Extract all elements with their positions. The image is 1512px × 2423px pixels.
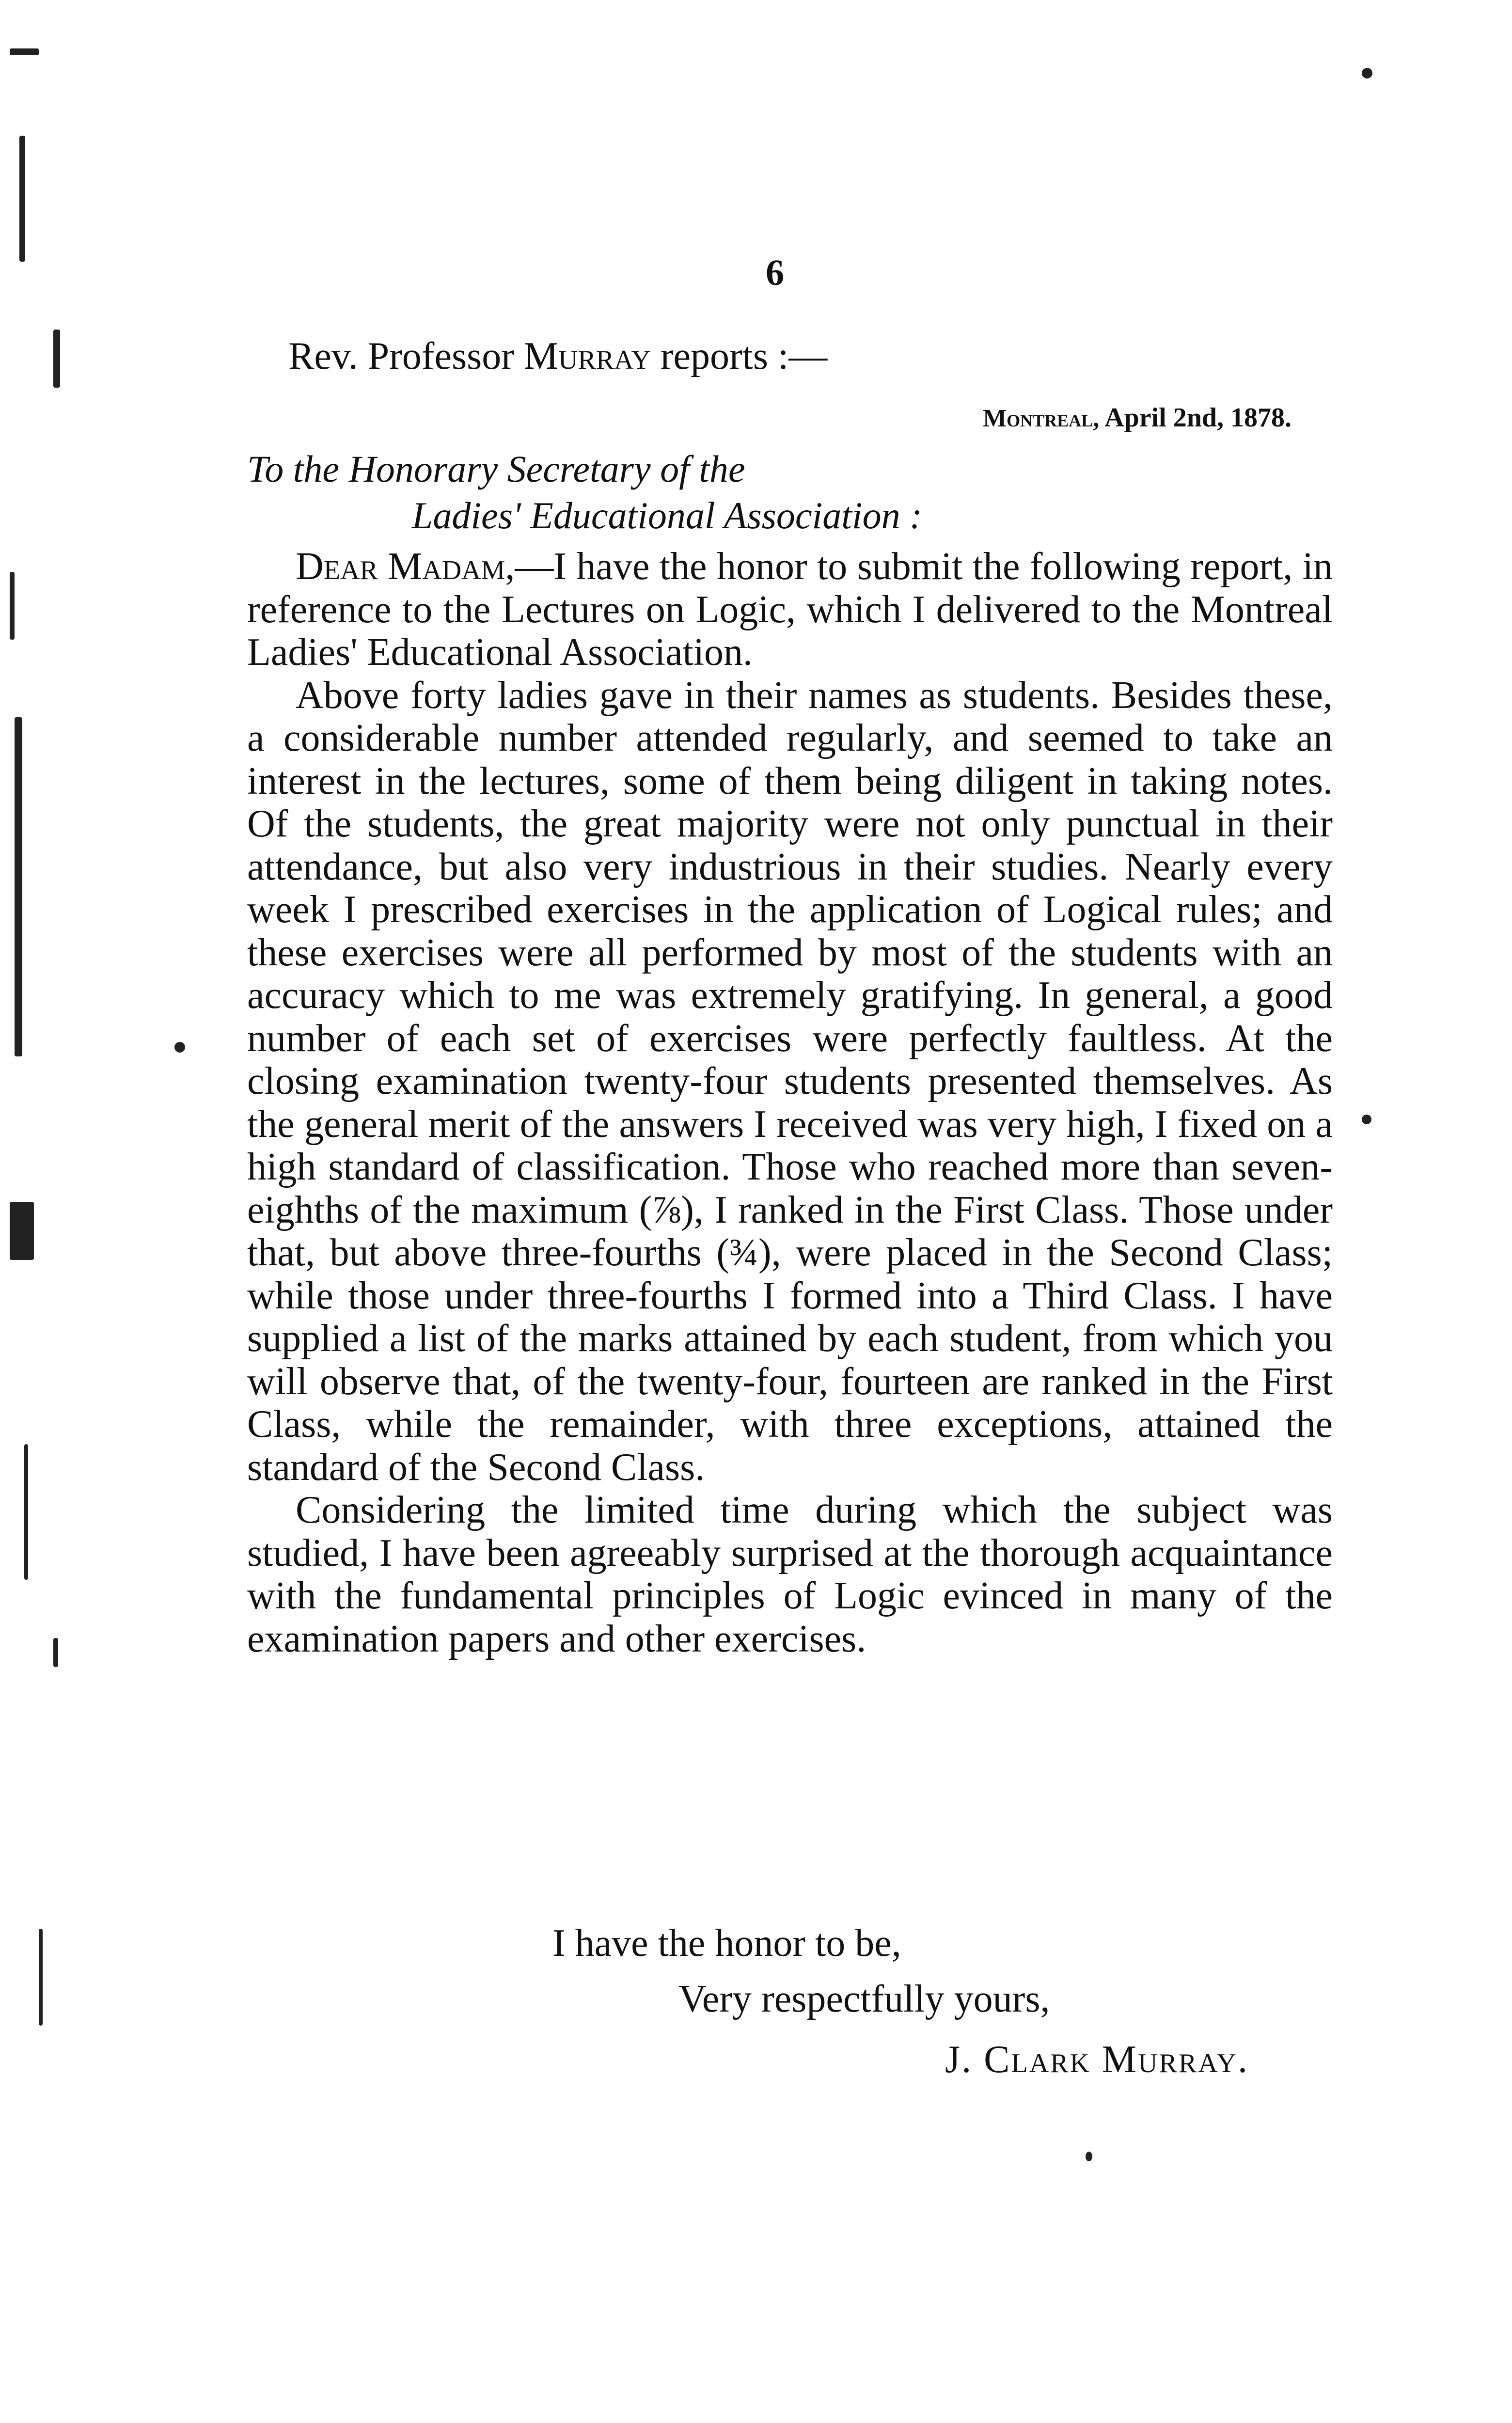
salutation: Dear Madam, [296, 545, 515, 588]
scan-speck [53, 330, 60, 388]
scan-margin-noise [0, 39, 97, 2413]
addressee-block [247, 446, 922, 539]
addressee-line-1: To the Honorary Secretary of the [247, 448, 745, 490]
scan-speck [24, 1444, 28, 1580]
scan-speck [1086, 2152, 1092, 2161]
scan-speck [15, 717, 22, 1056]
scan-speck [19, 136, 25, 262]
dateline-city: Montreal, [983, 405, 1100, 432]
paragraph-1-text: —I have the honor to submit the following report, in reference to the Lectures on Logic, which I delivered to the Montreal Ladies' Educational Association. [247, 545, 1333, 674]
scan-speck [53, 1638, 58, 1667]
scan-speck [10, 572, 15, 640]
page-number: 6 [766, 252, 784, 293]
report-heading [288, 334, 827, 378]
paragraph-3: Considering the limited time during which the subject was studied, I have been agreeably surprised at the thorough acquaintance with the fundamental principles of Logic evinced in many of the examination papers and other exercises. [247, 1489, 1333, 1660]
letter-body [247, 545, 1333, 1660]
scan-speck [1362, 1115, 1371, 1124]
closing-line-1: I have the honor to be, [552, 1922, 901, 1965]
scan-speck [174, 1042, 185, 1053]
addressee-line-2: Ladies' Educational Association : [412, 494, 923, 536]
scan-speck [10, 48, 39, 55]
heading-prefix: Rev. Professor [288, 335, 514, 378]
dateline [983, 402, 1292, 433]
scan-speck [10, 1202, 34, 1260]
closing-line-2: Very respectfully yours, [678, 1978, 1050, 2020]
paragraph-2: Above forty ladies gave in their names as students. Besides these, a considerable number attended regularly, and seemed to take an interest in the lectures, some of them being diligent in taking notes. Of the students, the great majority were not only punctual in their attendance, but also very industrious in their studies. Nearly every week I prescribed exercises in the application of Logical rules; and these exercises were all performed by most of the students with an accuracy which to me was extremely gratifying. In general, a good number of each set of exercises were perfectly faultless. At the closing examination twenty-four students presented themselves. As the general merit of the answers I received was very high, I fixed on a high standard of classification. Those who reached more than seven-eighths of the maximum (⅞), I ranked in the First Class. Those under that, but above three-fourths (¾), were placed in the Second Class; while those under three-fourths I formed into a Third Class. I have supplied a list of the marks attained by each student, from which you will observe that, of the twenty-four, fourteen are ranked in the First Class, while the remainder, with three exceptions, attained the standard of the Second Class. [247, 674, 1333, 1489]
scan-speck [39, 1929, 43, 2026]
dateline-date: April 2nd, 1878. [1104, 403, 1292, 433]
signature: J. Clark Murray. [945, 2038, 1249, 2081]
heading-suffix: reports :— [660, 335, 828, 378]
paragraph-1 [247, 545, 1333, 674]
heading-name: Murray [523, 335, 651, 378]
scan-speck [1362, 68, 1372, 79]
